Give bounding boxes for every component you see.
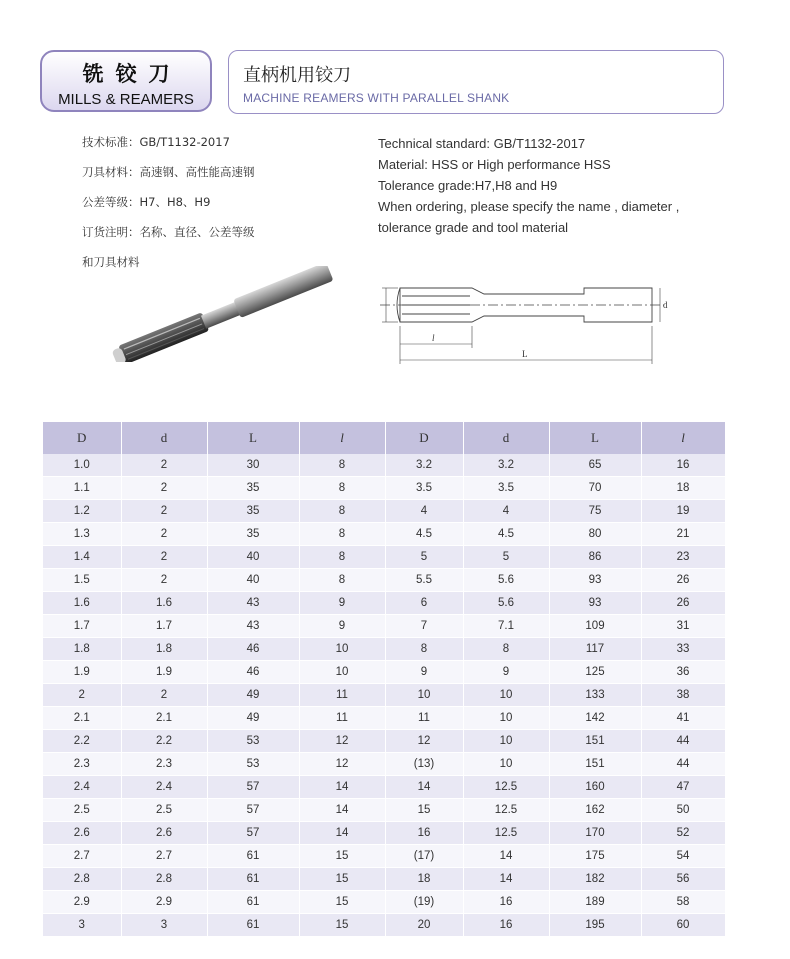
table-cell: 3.5: [463, 477, 549, 500]
table-row: [43, 477, 725, 500]
product-title-cn: 直柄机用铰刀: [243, 65, 351, 86]
reamer-technical-drawing: [372, 278, 672, 370]
table-cell: 57: [207, 822, 299, 845]
table-cell: 2: [121, 546, 207, 569]
table-cell: 1.2: [43, 500, 121, 523]
table-cell: 41: [641, 707, 725, 730]
table-row: [43, 799, 725, 822]
table-cell: 14: [299, 822, 385, 845]
table-cell: 1.0: [43, 454, 121, 477]
table-cell: 9: [299, 592, 385, 615]
table-cell: 15: [299, 868, 385, 891]
table-cell: 3.2: [463, 454, 549, 477]
table-cell: 61: [207, 845, 299, 868]
table-row: [43, 615, 725, 638]
table-cell: 5: [463, 546, 549, 569]
table-cell: 6: [385, 592, 463, 615]
table-cell: 2.6: [43, 822, 121, 845]
table-cell: 49: [207, 707, 299, 730]
table-cell: 4.5: [385, 523, 463, 546]
table-cell: 2.9: [121, 891, 207, 914]
table-cell: 47: [641, 776, 725, 799]
table-cell: 23: [641, 546, 725, 569]
table-cell: 151: [549, 730, 641, 753]
table-cell: 3.5: [385, 477, 463, 500]
table-cell: 11: [299, 707, 385, 730]
col-header-D: D: [43, 422, 121, 454]
table-cell: 8: [299, 546, 385, 569]
table-body: [43, 454, 725, 937]
category-badge: [40, 50, 212, 112]
table-cell: 57: [207, 799, 299, 822]
drawing-label-l: l: [432, 333, 435, 343]
table-cell: (13): [385, 753, 463, 776]
table-cell: 8: [299, 454, 385, 477]
table-cell: 15: [299, 914, 385, 937]
table-cell: 65: [549, 454, 641, 477]
table-row: [43, 661, 725, 684]
table-cell: 14: [299, 799, 385, 822]
table-row: [43, 592, 725, 615]
table-cell: 4: [463, 500, 549, 523]
table-cell: 8: [299, 523, 385, 546]
spec-en-line: tolerance grade and tool material: [378, 220, 569, 235]
table-cell: 10: [385, 684, 463, 707]
table-cell: 35: [207, 523, 299, 546]
table-cell: 35: [207, 500, 299, 523]
table-cell: 16: [385, 822, 463, 845]
table-row: [43, 546, 725, 569]
table-cell: 3: [43, 914, 121, 937]
table-cell: 2.3: [121, 753, 207, 776]
col-header-L: L: [207, 422, 299, 454]
table-row: [43, 914, 725, 937]
spec-list-cn: [82, 132, 255, 282]
table-cell: 10: [299, 661, 385, 684]
table-cell: 2.7: [121, 845, 207, 868]
table-cell: 12.5: [463, 822, 549, 845]
table-cell: 5.5: [385, 569, 463, 592]
table-cell: 56: [641, 868, 725, 891]
table-cell: 2.8: [43, 868, 121, 891]
spec-cn-line: 订货注明：名称、直径、公差等级: [82, 225, 255, 239]
table-row: [43, 684, 725, 707]
table-cell: 1.6: [121, 592, 207, 615]
table-cell: 8: [299, 477, 385, 500]
table-cell: 182: [549, 868, 641, 891]
table-cell: 40: [207, 569, 299, 592]
table-cell: 1.1: [43, 477, 121, 500]
table-cell: 175: [549, 845, 641, 868]
table-cell: 117: [549, 638, 641, 661]
table-cell: 8: [463, 638, 549, 661]
table-cell: 61: [207, 868, 299, 891]
table-cell: 125: [549, 661, 641, 684]
table-row: [43, 454, 725, 477]
col-header-d: d: [121, 422, 207, 454]
table-cell: 2: [121, 454, 207, 477]
table-cell: 26: [641, 569, 725, 592]
table-cell: 35: [207, 477, 299, 500]
table-cell: 195: [549, 914, 641, 937]
table-cell: 5.6: [463, 592, 549, 615]
table-row: [43, 753, 725, 776]
table-row: [43, 891, 725, 914]
table-cell: 2: [121, 477, 207, 500]
reamer-photo: [94, 266, 354, 362]
spec-en-line: When ordering, please specify the name , diameter ,: [378, 199, 680, 214]
table-cell: 61: [207, 891, 299, 914]
table-cell: 7: [385, 615, 463, 638]
col-header-d: d: [463, 422, 549, 454]
table-cell: 10: [463, 684, 549, 707]
spec-cn-line: 刀具材料：高速钢、高性能高速钢: [82, 165, 255, 179]
table-cell: 2.1: [121, 707, 207, 730]
table-cell: 2.2: [43, 730, 121, 753]
table-cell: 60: [641, 914, 725, 937]
table-cell: 26: [641, 592, 725, 615]
table-cell: 2.6: [121, 822, 207, 845]
table-cell: 40: [207, 546, 299, 569]
table-row: [43, 569, 725, 592]
table-cell: 2.2: [121, 730, 207, 753]
table-cell: 53: [207, 753, 299, 776]
col-header-D: D: [385, 422, 463, 454]
table-cell: 3.2: [385, 454, 463, 477]
table-cell: 2.3: [43, 753, 121, 776]
table-cell: 2.7: [43, 845, 121, 868]
table-cell: 2.4: [43, 776, 121, 799]
table-cell: 11: [385, 707, 463, 730]
col-header-l: l: [641, 422, 725, 454]
category-title-cn: 铣铰刀: [82, 62, 182, 86]
table-cell: 142: [549, 707, 641, 730]
table-cell: 12.5: [463, 799, 549, 822]
table-cell: 36: [641, 661, 725, 684]
table-cell: 1.5: [43, 569, 121, 592]
product-title-box: [228, 50, 724, 114]
table-cell: 1.3: [43, 523, 121, 546]
table-row: [43, 868, 725, 891]
drawing-label-L: L: [522, 349, 528, 359]
table-cell: 8: [299, 569, 385, 592]
table-cell: 2.9: [43, 891, 121, 914]
table-cell: 16: [463, 914, 549, 937]
table-cell: 46: [207, 638, 299, 661]
table-cell: 18: [385, 868, 463, 891]
table-cell: 8: [385, 638, 463, 661]
table-cell: 2.4: [121, 776, 207, 799]
table-cell: 50: [641, 799, 725, 822]
table-cell: 5: [385, 546, 463, 569]
table-cell: 10: [463, 707, 549, 730]
table-cell: 4: [385, 500, 463, 523]
table-cell: 3: [121, 914, 207, 937]
spec-list-en: [378, 133, 679, 238]
col-header-l: l: [299, 422, 385, 454]
table-header-row: [43, 422, 725, 454]
table-cell: 44: [641, 753, 725, 776]
table-cell: 33: [641, 638, 725, 661]
table-row: [43, 822, 725, 845]
table-cell: 15: [299, 891, 385, 914]
table-cell: 2: [121, 523, 207, 546]
table-cell: 38: [641, 684, 725, 707]
table-cell: 31: [641, 615, 725, 638]
table-cell: 5.6: [463, 569, 549, 592]
table-row: [43, 500, 725, 523]
table-cell: 1.9: [43, 661, 121, 684]
table-cell: 16: [641, 454, 725, 477]
table-cell: 10: [299, 638, 385, 661]
table-cell: 151: [549, 753, 641, 776]
table-cell: 1.7: [121, 615, 207, 638]
table-row: [43, 707, 725, 730]
table-cell: 2.8: [121, 868, 207, 891]
table-cell: 44: [641, 730, 725, 753]
table-cell: 12: [299, 730, 385, 753]
table-cell: 93: [549, 569, 641, 592]
table-cell: 1.7: [43, 615, 121, 638]
table-cell: 8: [299, 500, 385, 523]
table-cell: 109: [549, 615, 641, 638]
spec-en-line: Tolerance grade:H7,H8 and H9: [378, 178, 558, 193]
table-cell: 75: [549, 500, 641, 523]
table-cell: 53: [207, 730, 299, 753]
table-cell: 19: [641, 500, 725, 523]
table-row: [43, 638, 725, 661]
table-cell: 10: [463, 753, 549, 776]
table-cell: (19): [385, 891, 463, 914]
table-row: [43, 523, 725, 546]
table-cell: 189: [549, 891, 641, 914]
table-cell: 14: [299, 776, 385, 799]
table-cell: 12: [385, 730, 463, 753]
spec-table: [43, 422, 726, 937]
table-cell: 2: [121, 569, 207, 592]
table-cell: 170: [549, 822, 641, 845]
table-cell: 30: [207, 454, 299, 477]
table-cell: 80: [549, 523, 641, 546]
spec-cn-line: 公差等级：H7、H8、H9: [82, 195, 211, 209]
table-cell: 57: [207, 776, 299, 799]
table-cell: 9: [299, 615, 385, 638]
table-cell: 54: [641, 845, 725, 868]
table-cell: 9: [385, 661, 463, 684]
table-cell: 1.4: [43, 546, 121, 569]
table-cell: 43: [207, 592, 299, 615]
table-cell: 70: [549, 477, 641, 500]
table-cell: 12.5: [463, 776, 549, 799]
table-cell: 15: [385, 799, 463, 822]
table-cell: 1.8: [121, 638, 207, 661]
product-title-en: MACHINE REAMERS WITH PARALLEL SHANK: [243, 91, 510, 105]
spec-cn-line: 技术标准：GB/T1132-2017: [82, 135, 230, 149]
table-cell: 7.1: [463, 615, 549, 638]
table-cell: 14: [463, 845, 549, 868]
table-cell: 2.5: [43, 799, 121, 822]
table-cell: 2: [121, 684, 207, 707]
table-row: [43, 845, 725, 868]
table-cell: 52: [641, 822, 725, 845]
table-cell: 1.6: [43, 592, 121, 615]
table-cell: 20: [385, 914, 463, 937]
table-cell: 2: [43, 684, 121, 707]
table-cell: 16: [463, 891, 549, 914]
table-cell: 162: [549, 799, 641, 822]
col-header-L: L: [549, 422, 641, 454]
table-cell: 58: [641, 891, 725, 914]
spec-en-line: Technical standard: GB/T1132-2017: [378, 136, 586, 151]
table-cell: 93: [549, 592, 641, 615]
table-cell: 1.8: [43, 638, 121, 661]
table-cell: 49: [207, 684, 299, 707]
table-cell: 160: [549, 776, 641, 799]
table-cell: 61: [207, 914, 299, 937]
table-cell: 2.5: [121, 799, 207, 822]
table-cell: 12: [299, 753, 385, 776]
spec-en-line: Material: HSS or High performance HSS: [378, 157, 611, 172]
table-cell: 4.5: [463, 523, 549, 546]
table-cell: 133: [549, 684, 641, 707]
table-cell: 86: [549, 546, 641, 569]
table-cell: (17): [385, 845, 463, 868]
table-cell: 10: [463, 730, 549, 753]
table-cell: 11: [299, 684, 385, 707]
table-cell: 14: [463, 868, 549, 891]
table-row: [43, 730, 725, 753]
table-cell: 46: [207, 661, 299, 684]
table-cell: 15: [299, 845, 385, 868]
table-cell: 2: [121, 500, 207, 523]
table-cell: 18: [641, 477, 725, 500]
table-cell: 21: [641, 523, 725, 546]
table-cell: 43: [207, 615, 299, 638]
table-cell: 14: [385, 776, 463, 799]
table-row: [43, 776, 725, 799]
spec-cn-line: 和刀具材料: [82, 255, 140, 269]
table-cell: 2.1: [43, 707, 121, 730]
category-title-en: MILLS & REAMERS: [58, 91, 194, 108]
table-cell: 9: [463, 661, 549, 684]
drawing-label-d: d: [663, 300, 668, 310]
table-cell: 1.9: [121, 661, 207, 684]
